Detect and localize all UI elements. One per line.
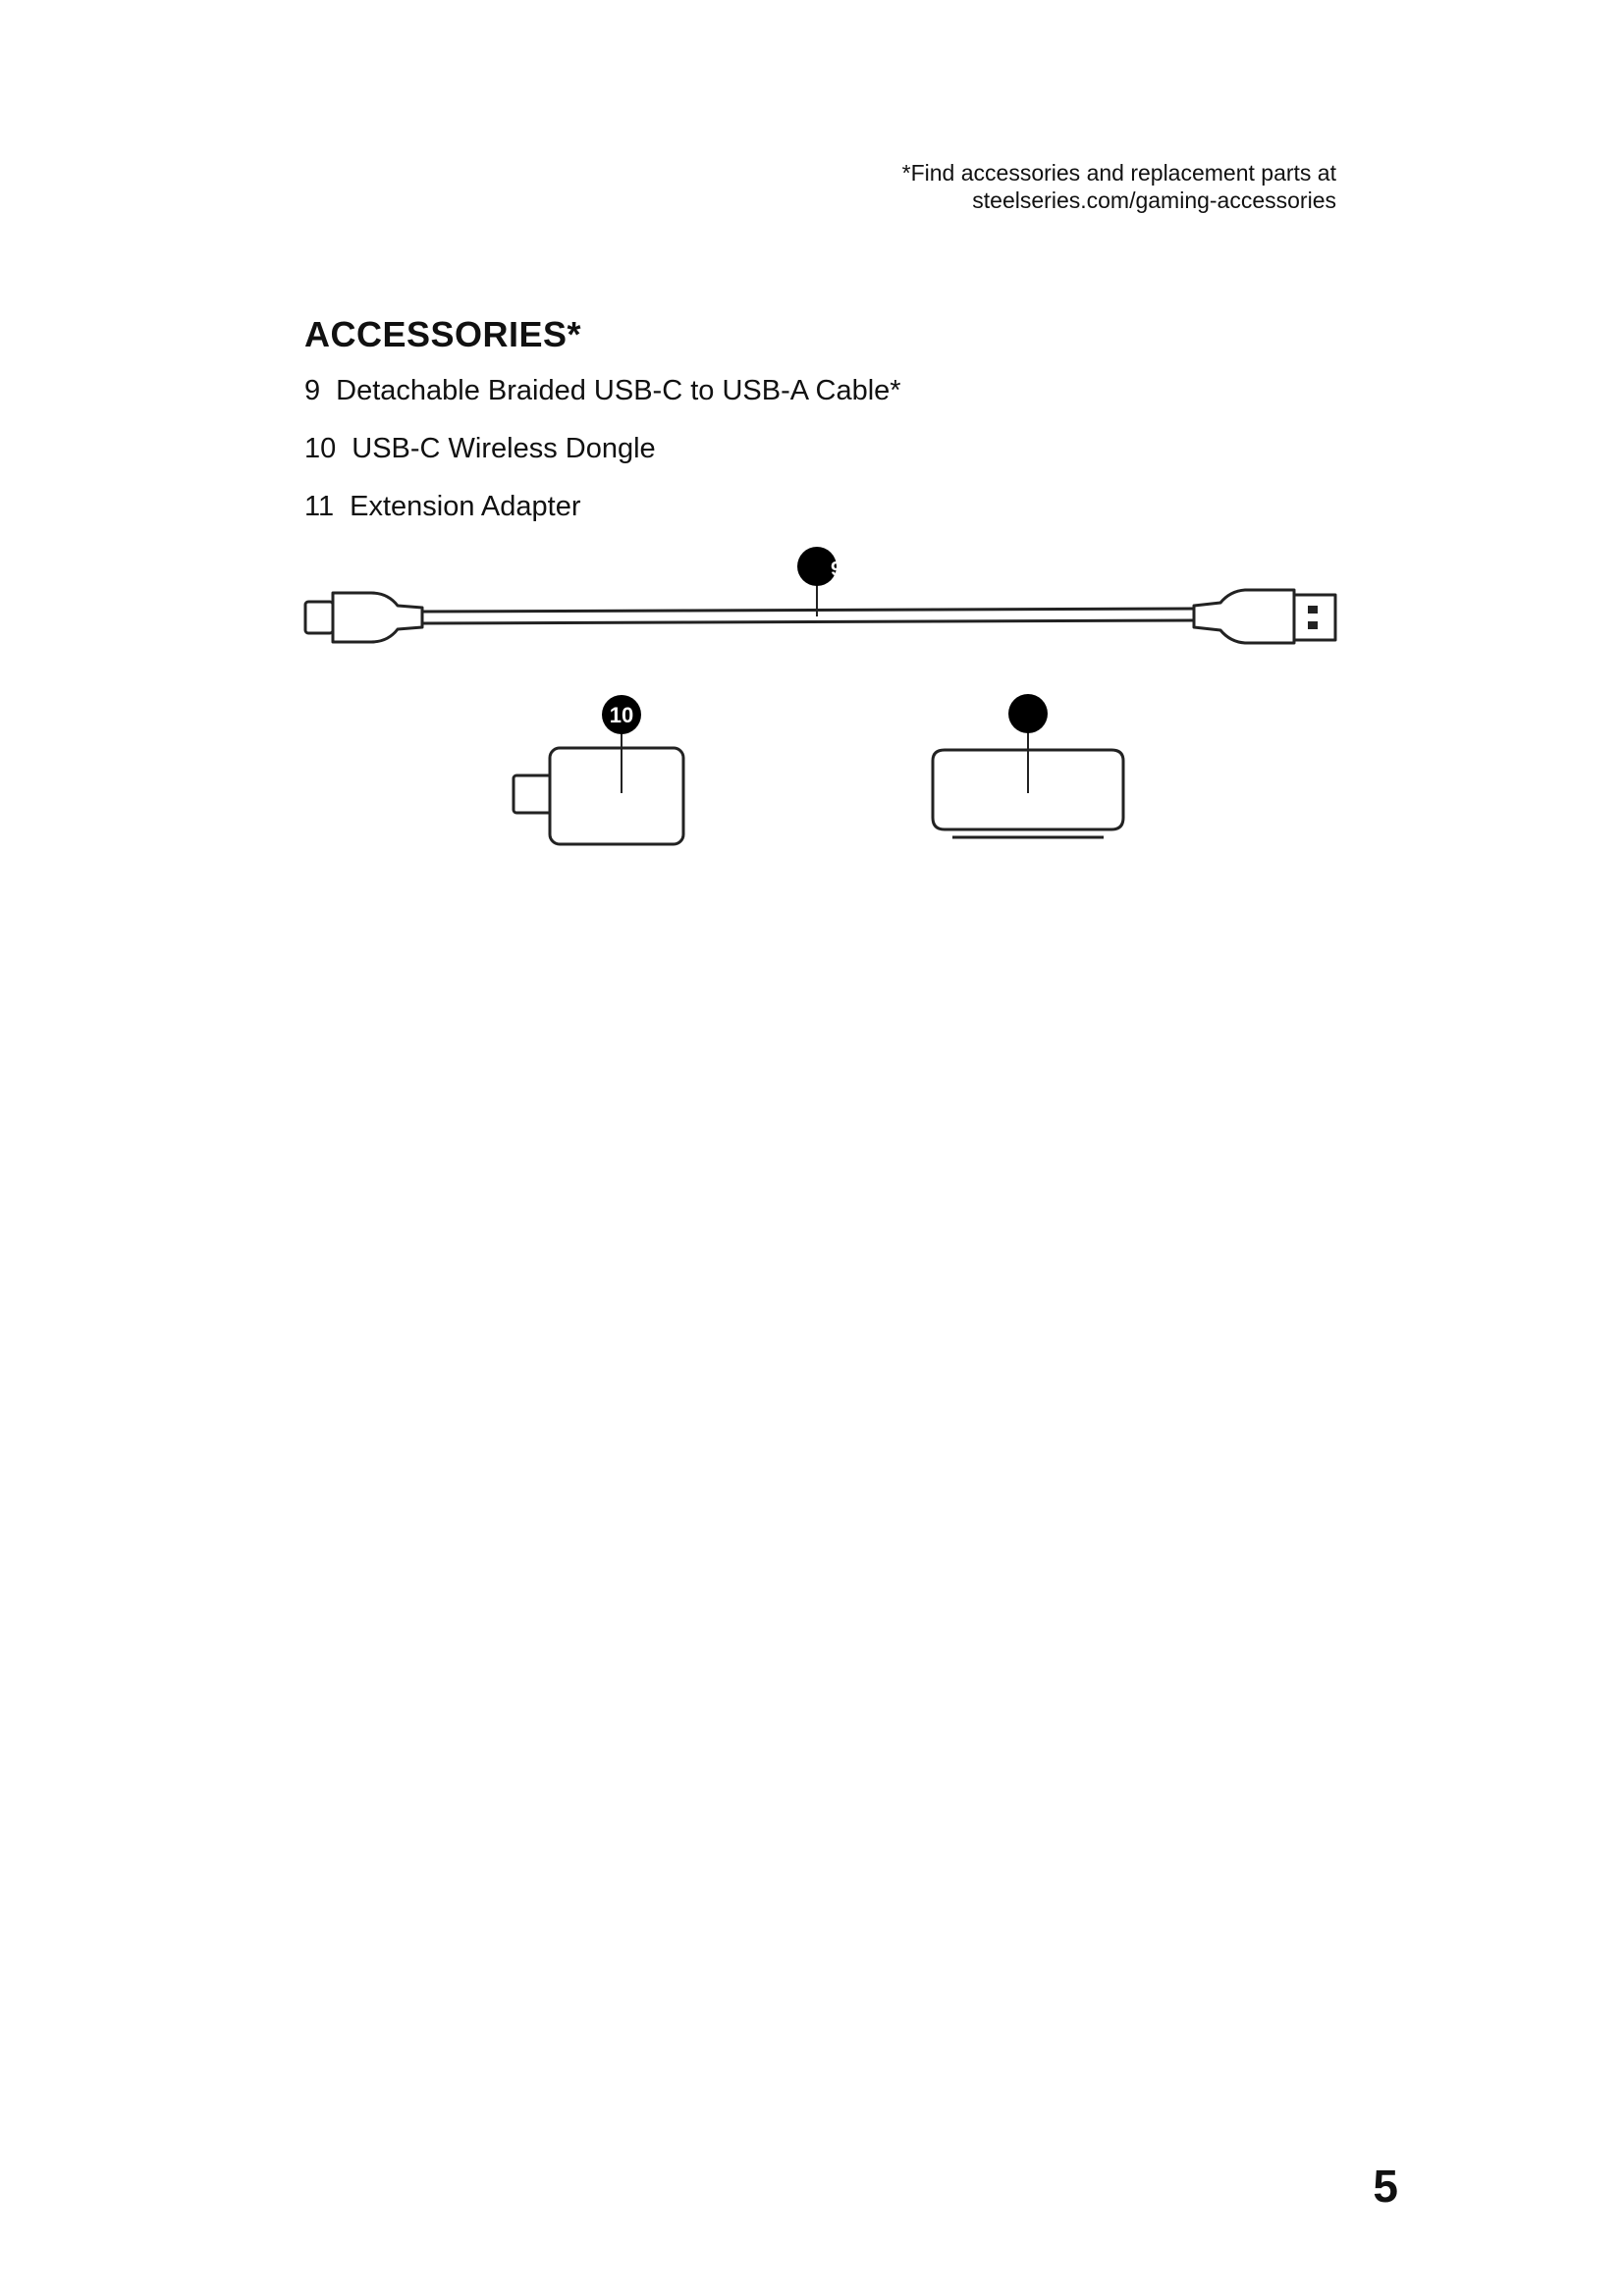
page-number: 5 — [1373, 2161, 1398, 2212]
footnote-line-1: *Find accessories and replacement parts at — [901, 160, 1336, 186]
item-number: 11 — [304, 491, 335, 522]
footnote-line-2: steelseries.com/gaming-accessories — [972, 187, 1336, 213]
callout-9-label: 9 — [831, 559, 842, 580]
item-number: 10 — [304, 433, 337, 464]
item-label: Extension Adapter — [350, 491, 581, 522]
wireless-dongle-drawing — [514, 731, 683, 844]
item-label: USB-C Wireless Dongle — [352, 433, 656, 464]
callout-11-marker — [1008, 694, 1048, 733]
item-number: 9 — [304, 375, 321, 406]
extension-adapter-drawing — [933, 728, 1123, 837]
accessories-illustration — [0, 0, 1624, 883]
callout-10-label: 10 — [609, 703, 634, 727]
item-label: Detachable Braided USB-C to USB-A Cable* — [336, 375, 901, 406]
section-heading: ACCESSORIES* — [304, 314, 582, 354]
usb-cable-drawing — [305, 579, 1335, 643]
